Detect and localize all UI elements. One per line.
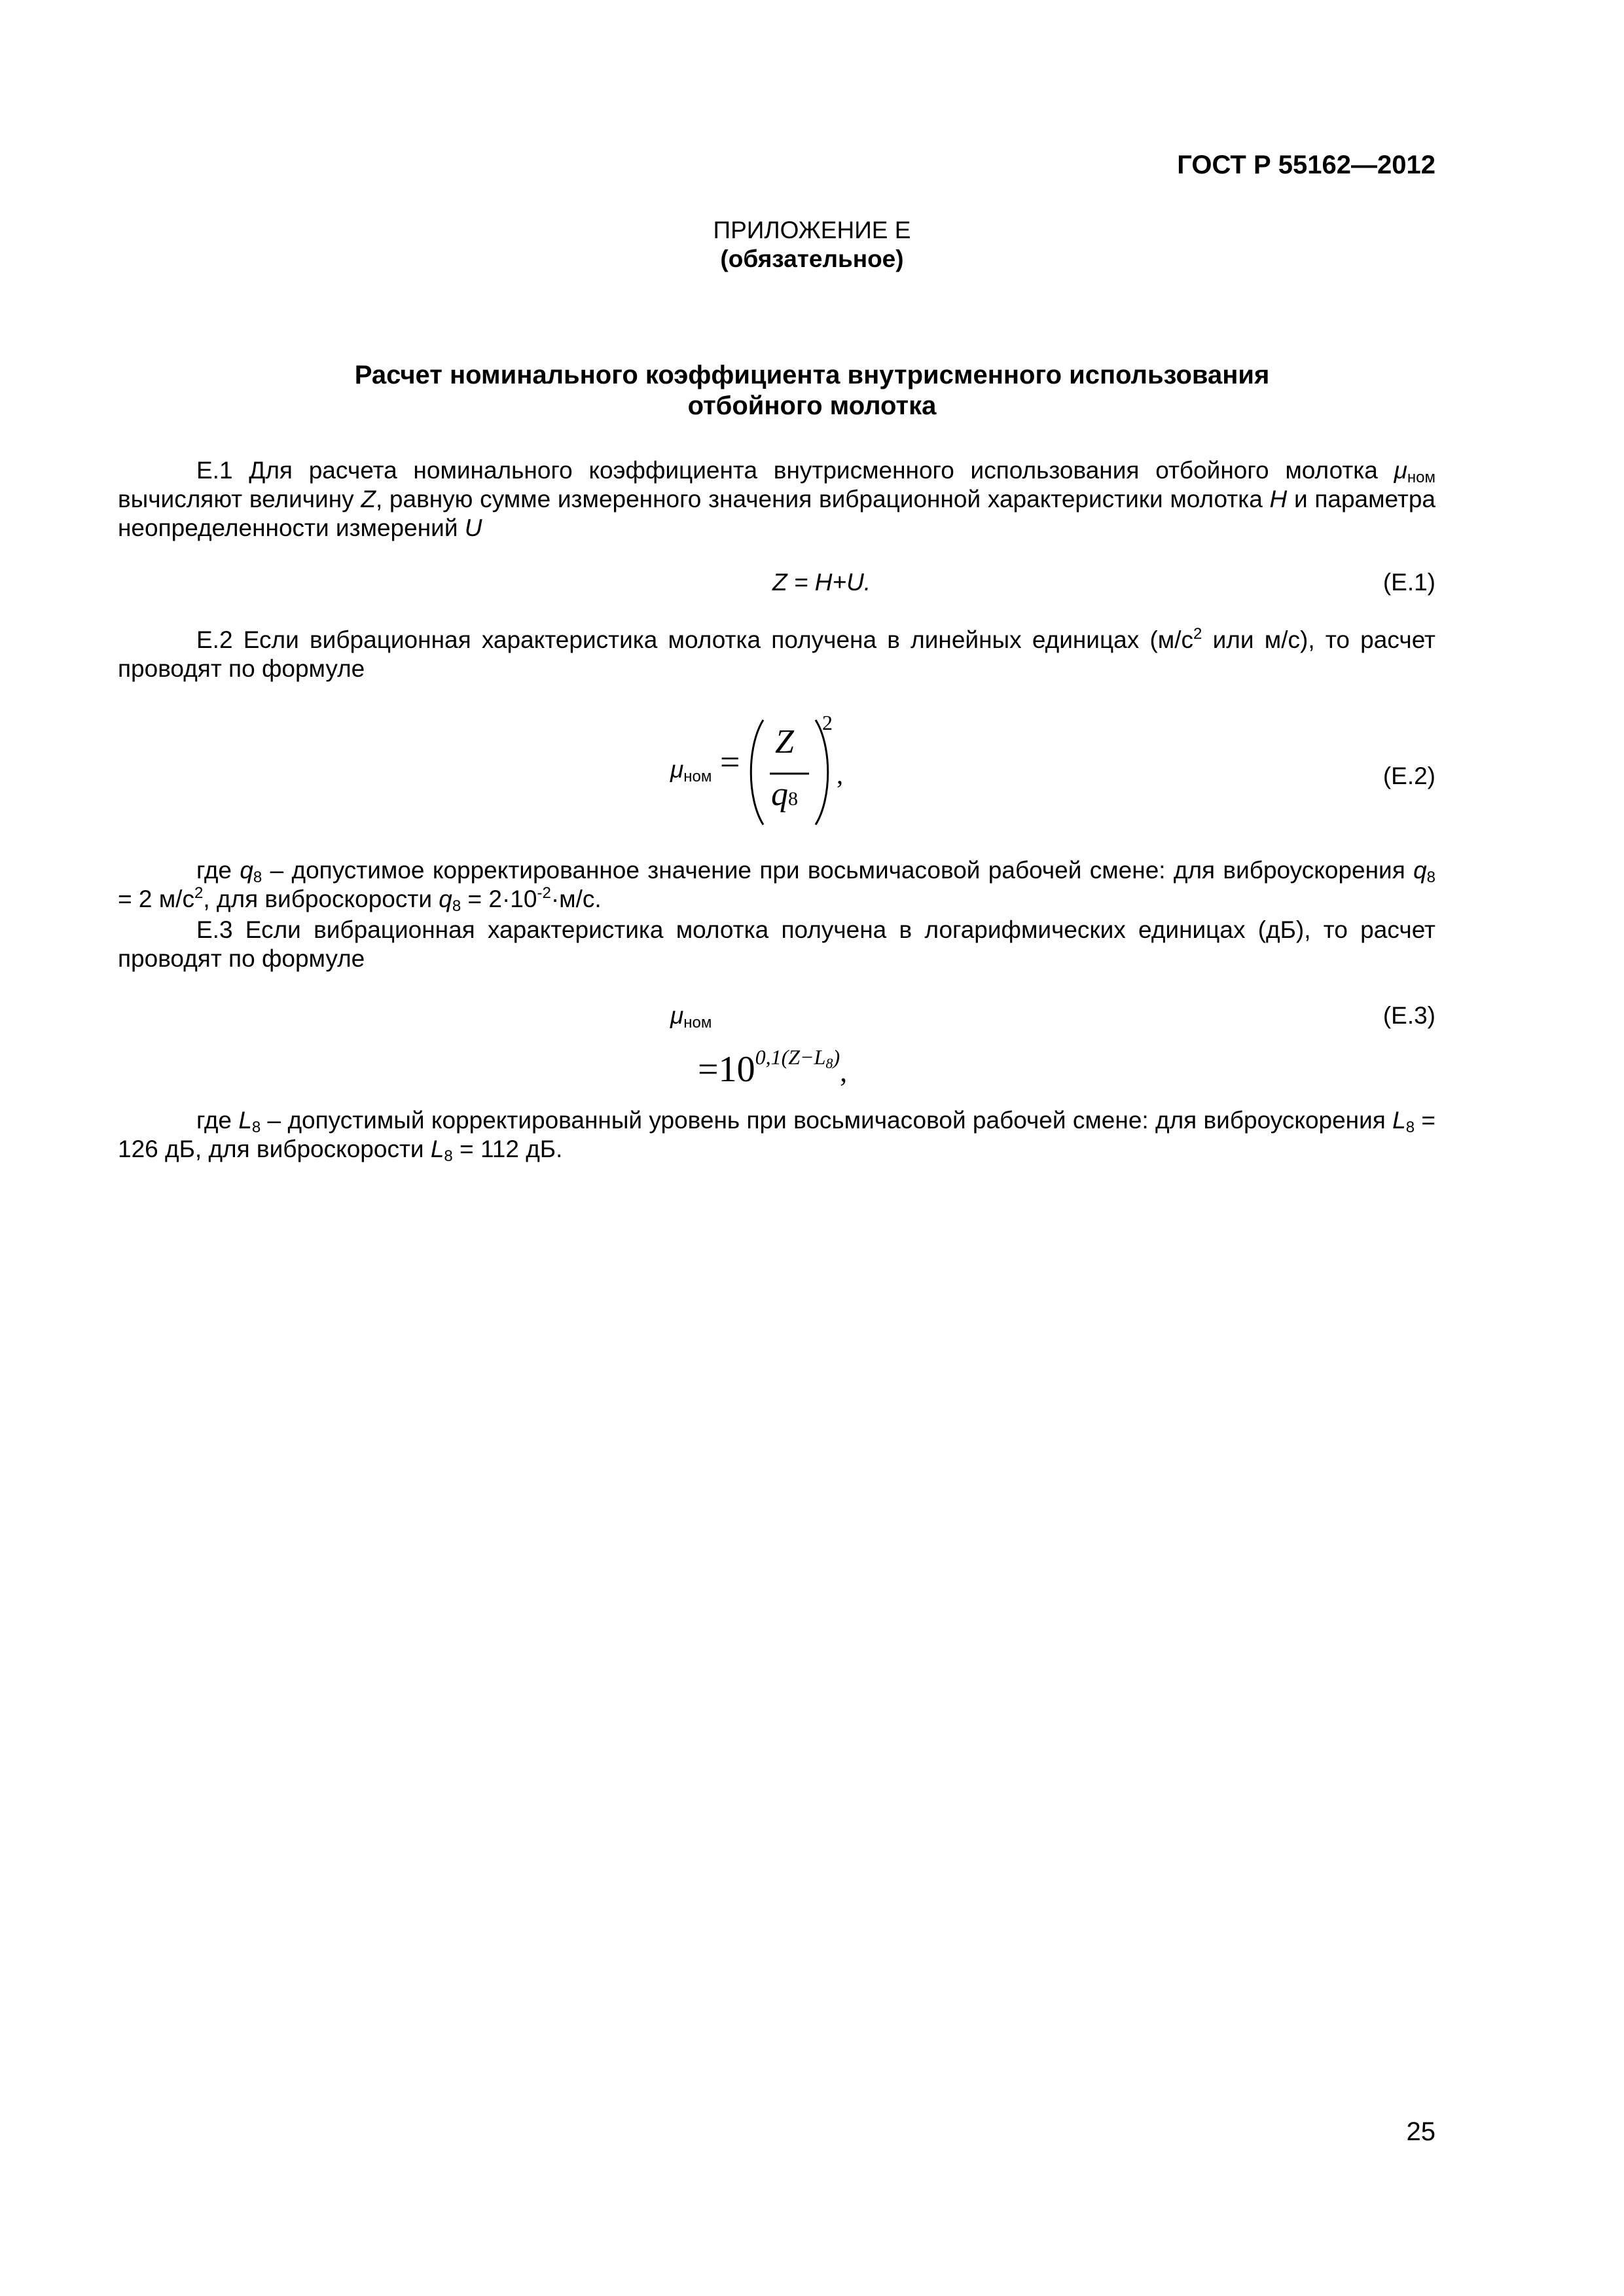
- appendix-heading: [0, 216, 1624, 274]
- exponent-close: ): [833, 1045, 840, 1069]
- e2-superscript: 2: [1193, 625, 1202, 643]
- denominator-q8: [771, 776, 798, 814]
- e1-text-4: и параметра неопределенности измерений: [118, 486, 1435, 541]
- formula-e3-exponent: [755, 1045, 840, 1069]
- var-u: U: [464, 514, 482, 541]
- exponent-2: 2: [822, 711, 833, 734]
- numerator-z: Z: [775, 723, 794, 761]
- formula-e3-lhs: [670, 1001, 712, 1030]
- exponent-subscript: 8: [825, 1055, 833, 1071]
- var-h: H: [1269, 486, 1288, 512]
- formula-e1: Z = H+U.: [772, 569, 871, 596]
- where-text-2: – допустимый корректированный уровень при восьмичасовой рабочей смене: для виброускорения: [261, 1107, 1393, 1134]
- paragraph-e3: [118, 916, 1435, 973]
- paragraph-where-l8: [118, 1106, 1435, 1164]
- l-subscript: 8: [444, 1147, 453, 1165]
- q-subscript: 8: [1426, 869, 1436, 886]
- l-subscript: 8: [1405, 1119, 1415, 1136]
- e3-text-1: Е.3 Если вибрационная характеристика молотка получена в логарифмических единицах (дБ), то расчет проводят по формуле: [118, 916, 1435, 972]
- exponent-text: 0,1(Z−L: [755, 1045, 826, 1069]
- q-subscript: 8: [788, 788, 798, 810]
- equation-number-e3: (Е.3): [1382, 1002, 1435, 1029]
- formula-e2-lhs: [670, 755, 712, 784]
- where-text-1: где: [196, 857, 240, 884]
- formula-e2-fraction: [744, 713, 875, 831]
- mu-symbol: μ: [1394, 457, 1407, 484]
- where-superscript: 2: [194, 884, 204, 902]
- q-subscript: 8: [253, 869, 262, 886]
- document-id: ГОСТ Р 55162—2012: [1177, 151, 1435, 179]
- var-q: q: [439, 886, 452, 912]
- base-10: =10: [698, 1049, 755, 1090]
- q-subscript: 8: [452, 897, 461, 915]
- where-superscript: -2: [537, 884, 551, 902]
- section-title-line1: Расчет номинального коэффициента внутрисменного использования: [354, 361, 1270, 389]
- formula-e3-rhs: [698, 1037, 847, 1092]
- where-text-3: = 2 м/с: [118, 886, 194, 912]
- equation-number-e1: (Е.1): [1382, 569, 1435, 596]
- appendix-label: ПРИЛОЖЕНИЕ Е: [713, 217, 911, 243]
- e2-text-2: или м/с), то расчет проводят по формуле: [118, 626, 1435, 682]
- left-paren: [751, 720, 763, 825]
- paragraph-where-q8: [118, 856, 1435, 914]
- var-l: L: [1392, 1107, 1406, 1134]
- l-subscript: 8: [251, 1119, 261, 1136]
- where-text-4: = 112 дБ.: [452, 1136, 563, 1162]
- paragraph-e1: [118, 456, 1435, 543]
- var-q: q: [240, 857, 253, 884]
- where-text-1: где: [196, 1107, 239, 1134]
- appendix-status: (обязательное): [720, 245, 904, 272]
- formula-e2-comma: ,: [837, 760, 843, 789]
- var-l: L: [238, 1107, 252, 1134]
- mu-subscript: ном: [1407, 469, 1435, 486]
- var-z: Z: [361, 486, 376, 512]
- page-number: 25: [1406, 2117, 1435, 2146]
- mu-symbol: μ: [670, 1002, 684, 1029]
- mu-subscript: ном: [683, 768, 712, 785]
- where-text-3: = 126 дБ, для виброскорости: [118, 1107, 1435, 1162]
- mu-symbol: μ: [670, 756, 684, 783]
- var-q: q: [1413, 857, 1427, 884]
- where-text-2: – допустимое корректированное значение при восьмичасовой рабочей смене: для виброускорения: [262, 857, 1414, 884]
- where-text-4: , для виброскорости: [203, 886, 439, 912]
- e1-text-1: Е.1 Для расчета номинального коэффициента внутрисменного использования отбойного молотка: [196, 457, 1394, 484]
- paragraph-e2: [118, 626, 1435, 683]
- var-l: L: [430, 1136, 444, 1162]
- where-text-5: = 2·10: [461, 886, 537, 912]
- e2-text-1: Е.2 Если вибрационная характеристика молотка получена в линейных единицах (м/с: [196, 626, 1194, 653]
- e1-text-3: , равную сумме измеренного значения вибрационной характеристики молотка: [375, 486, 1270, 512]
- var-q: q: [771, 776, 788, 813]
- mu-subscript: ном: [683, 1014, 712, 1031]
- equation-number-e2: (Е.2): [1382, 762, 1435, 789]
- section-title: [0, 360, 1624, 422]
- where-text-6: ·м/с.: [550, 886, 602, 912]
- equals-sign: =: [720, 742, 740, 781]
- e1-text-2: вычисляют величину: [118, 486, 361, 512]
- section-title-line2: отбойного молотка: [687, 391, 937, 420]
- formula-e3-comma: ,: [840, 1056, 848, 1088]
